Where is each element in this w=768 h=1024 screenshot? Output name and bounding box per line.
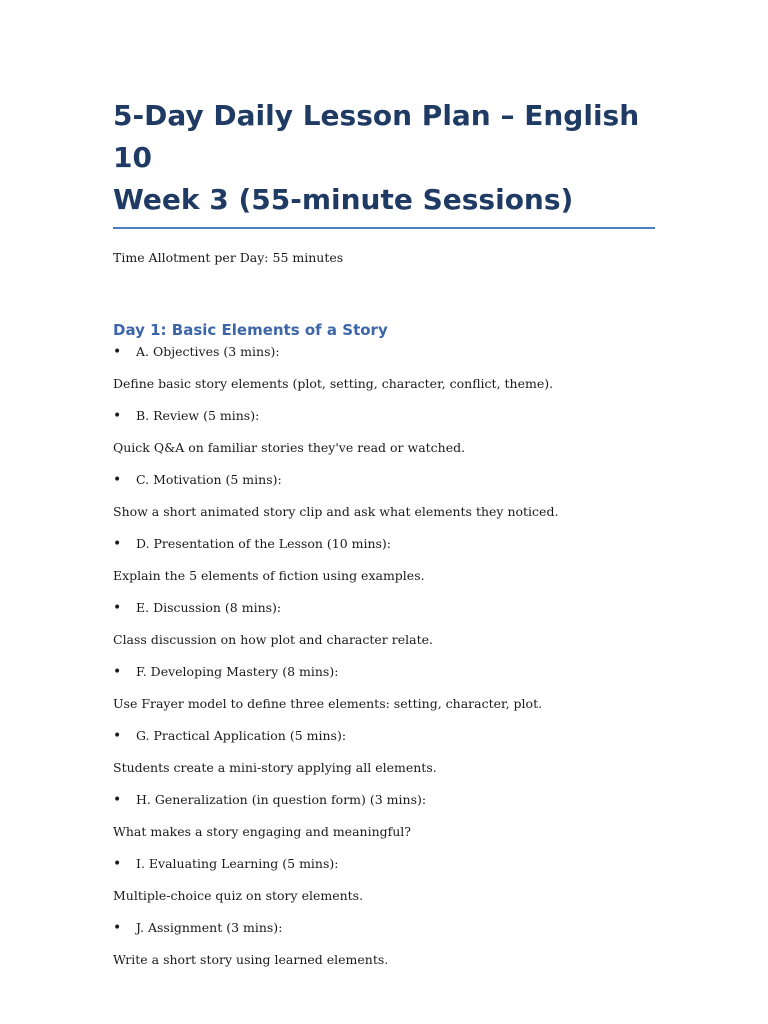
list-item [113,920,655,936]
item-description: Quick Q&A on familiar stories they've read or watched. [113,440,466,455]
item-label: E. Discussion (8 mins): [136,600,282,615]
item-label: G. Practical Application (5 mins): [136,728,347,743]
list-item [113,856,655,872]
bullet-icon: • [113,664,122,680]
bullet-icon: • [113,728,122,744]
item-description: Define basic story elements (plot, setting, character, conflict, theme). [113,376,554,391]
item-label: A. Objectives (3 mins): [136,344,280,359]
document-page [113,95,655,984]
item-description: Write a short story using learned elements. [113,952,389,967]
time-allotment: Time Allotment per Day: 55 minutes [113,250,344,265]
bullet-icon: • [113,408,122,424]
item-description: Multiple-choice quiz on story elements. [113,888,364,903]
document-title [113,95,655,229]
list-item [113,600,655,616]
item-description: What makes a story engaging and meaningful? [113,824,411,839]
item-label: I. Evaluating Learning (5 mins): [136,856,339,871]
item-label: B. Review (5 mins): [136,408,260,423]
item-description: Students create a mini-story applying all elements. [113,760,437,775]
list-item [113,728,655,744]
item-label: J. Assignment (3 mins): [136,920,283,935]
day-1-heading: Day 1: Basic Elements of a Story [113,321,388,339]
bullet-icon: • [113,472,122,488]
item-description: Use Frayer model to define three elements: setting, character, plot. [113,696,543,711]
title-line-1: 5-Day Daily Lesson Plan – English 10 [113,99,640,174]
list-item [113,344,655,360]
bullet-icon: • [113,600,122,616]
item-label: D. Presentation of the Lesson (10 mins): [136,536,392,551]
bullet-icon: • [113,856,122,872]
bullet-icon: • [113,344,122,360]
list-item [113,408,655,424]
item-label: F. Developing Mastery (8 mins): [136,664,339,679]
list-item [113,472,655,488]
item-description: Class discussion on how plot and character relate. [113,632,433,647]
list-item [113,536,655,552]
list-item [113,664,655,680]
list-item [113,792,655,808]
bullet-icon: • [113,792,122,808]
item-label: H. Generalization (in question form) (3 mins): [136,792,427,807]
day-1-items [113,344,655,968]
item-description: Show a short animated story clip and ask what elements they noticed. [113,504,559,519]
bullet-icon: • [113,536,122,552]
item-description: Explain the 5 elements of fiction using examples. [113,568,425,583]
item-label: C. Motivation (5 mins): [136,472,282,487]
bullet-icon: • [113,920,122,936]
title-line-2: Week 3 (55-minute Sessions) [113,183,574,216]
